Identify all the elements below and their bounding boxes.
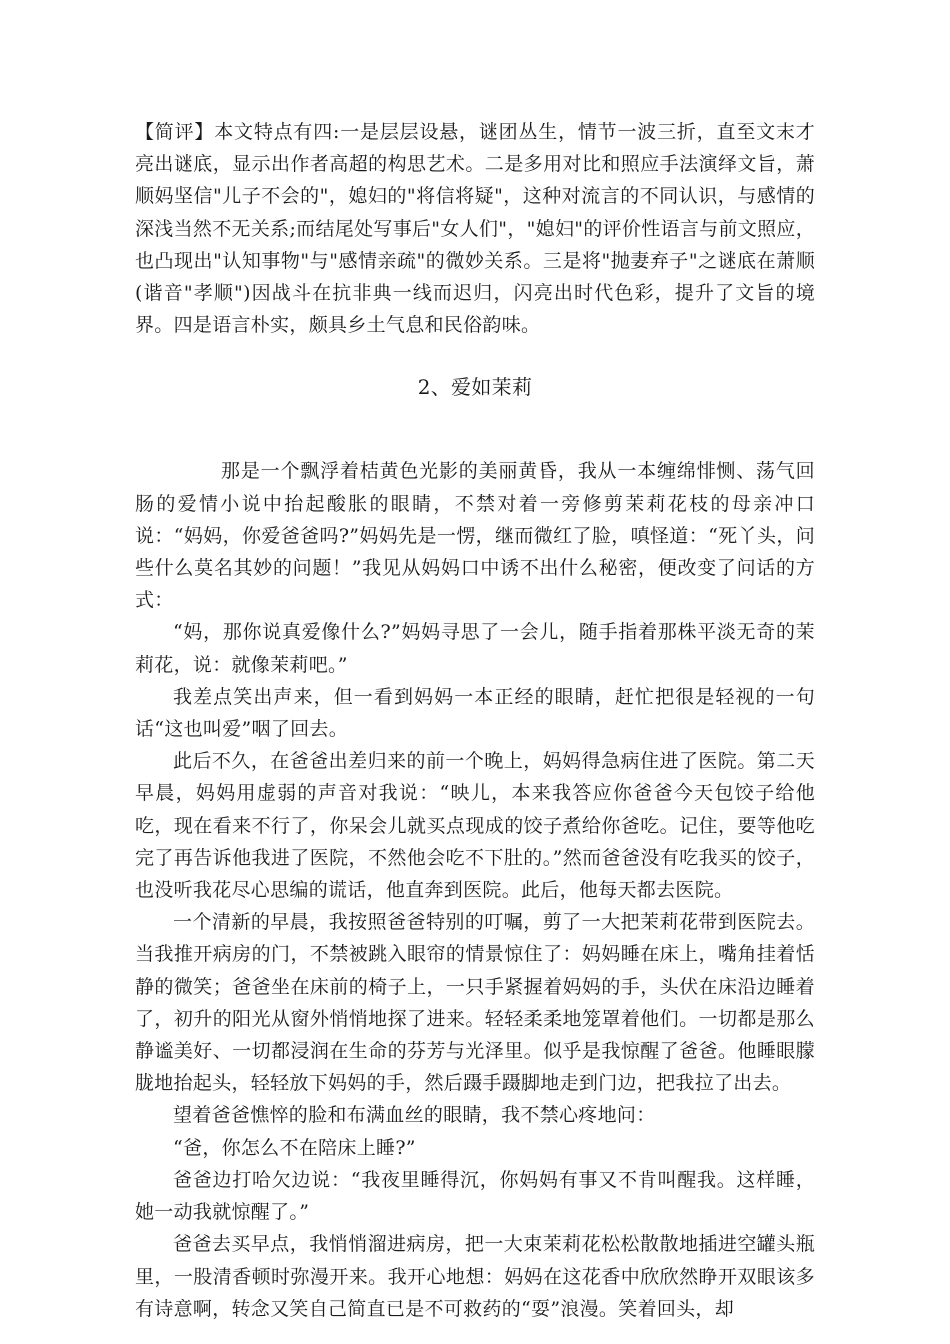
body-paragraph: 我差点笑出声来，但一看到妈妈一本正经的眼睛，赶忙把很是轻视的一句话“这也叫爱”咽了回去。 <box>135 685 815 741</box>
body-paragraph: 爸爸去买早点，我悄悄溜进病房，把一大束茉莉花松松散散地插进空罐头瓶里，一股清香顿时弥漫开来。我开心地想：妈妈在这花香中欣欣然睁开双眼该多有诗意啊，转念又笑自己简直已是不可救药的“耍”浪漫。笑着回头，却 <box>135 1233 815 1320</box>
body-paragraph: 此后不久，在爸爸出差归来的前一个晚上，妈妈得急病住进了医院。第二天早晨，妈妈用虚弱的声音对我说：“映儿，本来我答应你爸爸今天包饺子给他吃，现在看来不行了，你呆会儿就买点现成的饺子煮给你爸吃。记住，要等他吃完了再告诉他我进了医院，不然他会吃不下肚的。”然而爸爸没有吃我买的饺子，也没听我花尽心思编的谎话，他直奔到医院。此后，他每天都去医院。 <box>135 750 815 902</box>
section-title: 2、爱如茉莉 <box>417 375 533 400</box>
body-paragraph: “爸，你怎么不在陪床上睡?” <box>173 1136 416 1159</box>
body-paragraph: 望着爸爸憔悴的脸和布满血丝的眼睛，我不禁心疼地问： <box>173 1104 656 1127</box>
body-paragraph: 那是一个飘浮着桔黄色光影的美丽黄昏，我从一本缠绵悱恻、荡气回肠的爱情小说中抬起酸胀的眼睛，不禁对着一旁修剪茉莉花枝的母亲冲口说：“妈妈，你爱爸爸吗?”妈妈先是一愣，继而微红了脸，嗔怪道：“死丫头，问些什么莫名其妙的问题！”我见从妈妈口中诱不出什么秘密，便改变了问话的方式： <box>135 460 815 612</box>
body-paragraph: 一个清新的早晨，我按照爸爸特别的叮嘱，剪了一大把茉莉花带到医院去。当我推开病房的门，不禁被跳入眼帘的情景惊住了：妈妈睡在床上，嘴角挂着恬静的微笑；爸爸坐在床前的椅子上，一只手紧握着妈妈的手，头伏在床沿边睡着了，初升的阳光从窗外悄悄地探了进来。轻轻柔柔地笼罩着他们。一切都是那么静谧美好、一切都浸润在生命的芬芳与光泽里。似乎是我惊醒了爸爸。他睡眼朦胧地抬起头，轻轻放下妈妈的手，然后蹑手蹑脚地走到门边，把我拉了出去。 <box>135 911 815 1095</box>
document-body <box>135 116 815 1325</box>
body-paragraph: 爸爸边打哈欠边说：“我夜里睡得沉，你妈妈有事又不肯叫醒我。这样睡，她一动我就惊醒了。” <box>135 1168 815 1224</box>
review-paragraph: 【简评】本文特点有四:一是层层设悬，谜团丛生，情节一波三折，直至文末才亮出谜底，显示出作者高超的构思艺术。二是多用对比和照应手法演绎文旨，萧顺妈坚信"儿子不会的"，媳妇的"将信将疑"，这种对流言的不同认识，与感情的深浅当然不无关系;而结尾处写事后"女人们"，"媳妇"的评价性语言与前文照应，也凸现出"认知事物"与"感情亲疏"的微妙关系。三是将"抛妻弃子"之谜底在萧顺(谐音"孝顺")因战斗在抗非典一线而迟归，闪亮出时代色彩，提升了文旨的境界。四是语言朴实，颇具乡土气息和民俗韵味。 <box>135 121 815 337</box>
body-paragraph: “妈，那你说真爱像什么?”妈妈寻思了一会儿，随手指着那株平淡无奇的茉莉花，说：就像茉莉吧。” <box>135 621 815 676</box>
